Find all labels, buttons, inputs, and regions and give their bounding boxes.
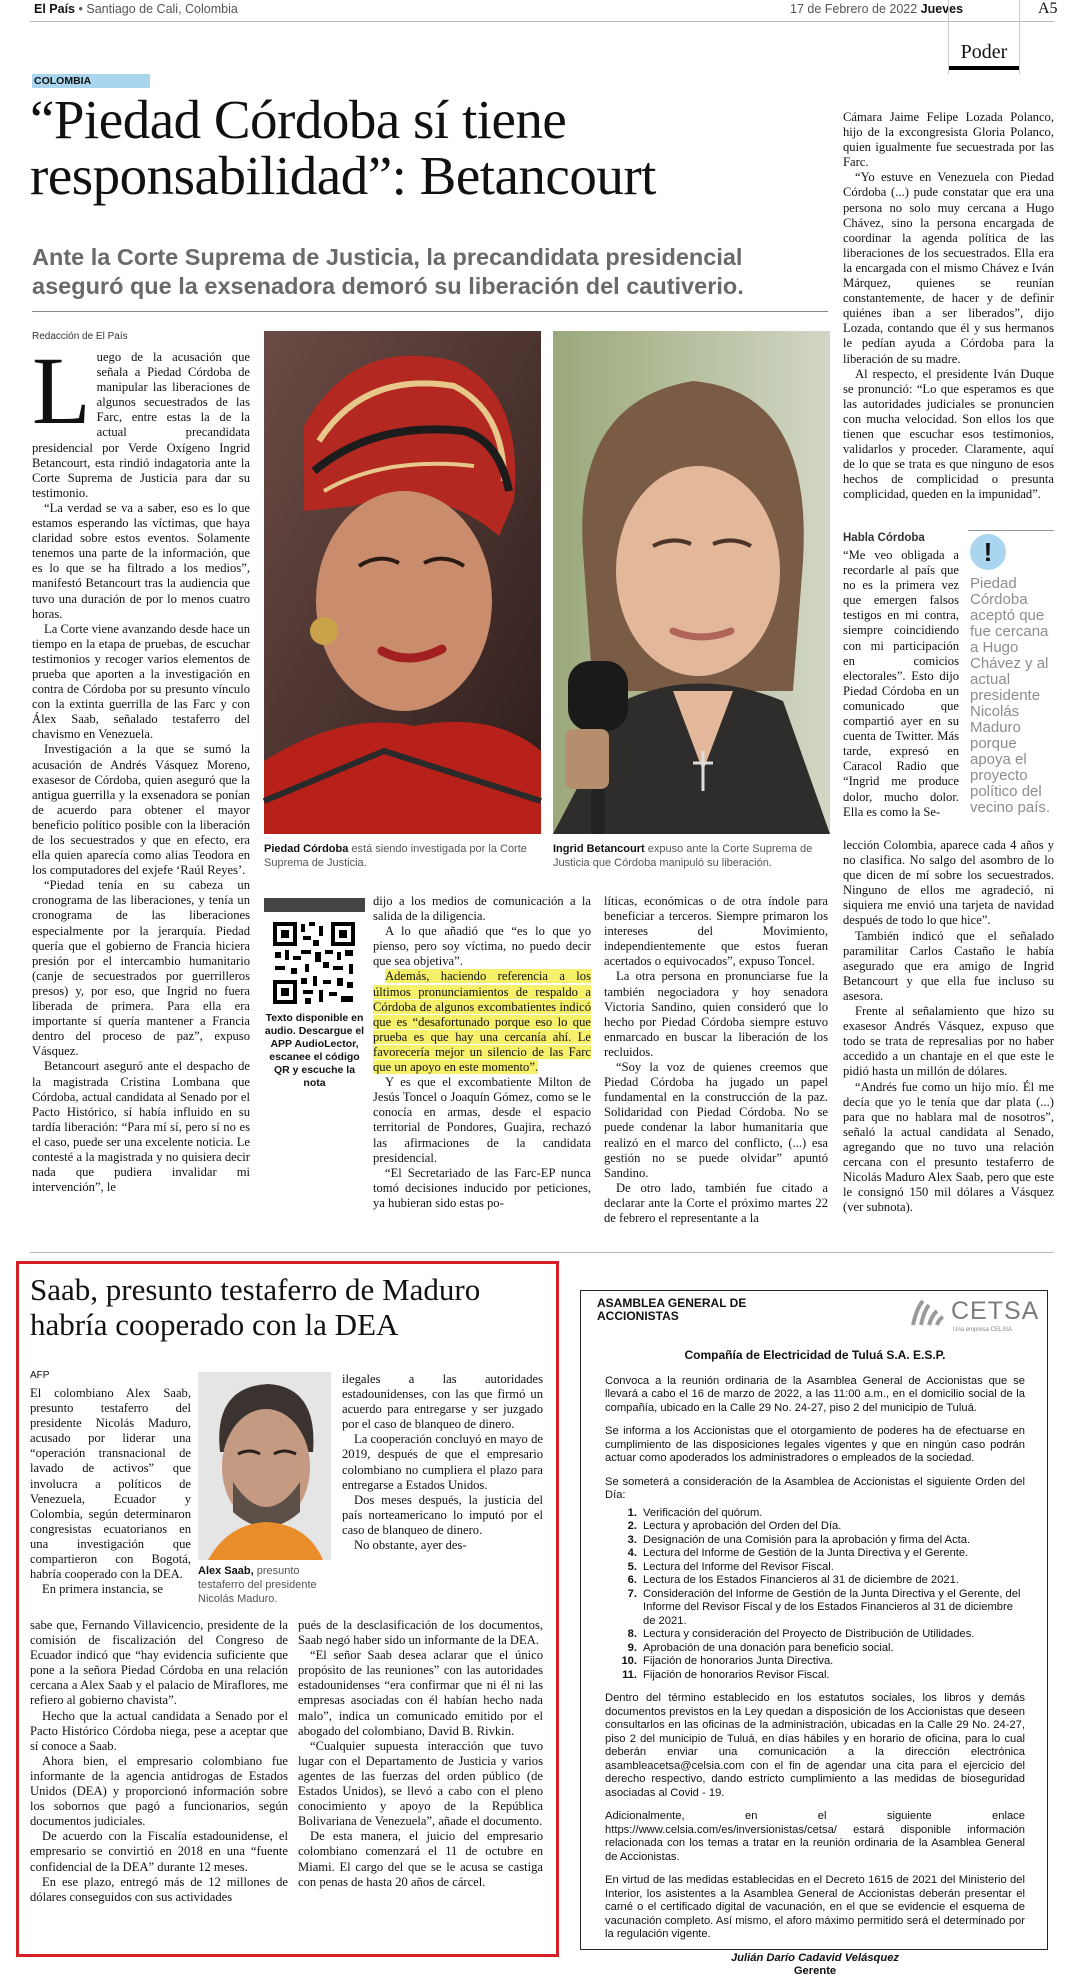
list-item: 7. Consideración del Informe de Gestión de la Junta Directiva y el Gerente, del Informe del Revisor Fiscal y de los Estados Financieros al 31 de diciembre de 2021.: [627, 1587, 1021, 1627]
ad-paragraph: En virtud de las medidas establecidas en el Decreto 1615 de 2021 del Ministerio del Interior, los asistentes a la Asamblea General de Accionistas deberán presentar el carné o el certificado digital de vacunación, en el que se evidencie el esquema de vacunación completo. Así mismo, el aforo máximo permitido será el determinado por la regulación vigente.: [605, 1874, 1025, 1940]
saab-column-1-narrow: [30, 1386, 191, 1597]
photo-ingrid-betancourt: [553, 331, 830, 834]
subheadline: Ante la Corte Suprema de Justicia, la precandidata presidencial aseguró que la exsenadora demoró su liberación del cautiverio.: [32, 244, 744, 299]
list-item: 3. Designación de una Comisión para la aprobación y firma del Acta.: [627, 1533, 971, 1546]
paper-name: El País: [34, 2, 75, 16]
paragraph: Y es que el excombatiente Milton de Jesús Toncel o Joaquín Gómez, como se le conocía en armas, desde el espacio territorial de Pondores, Guajira, rechazó las afirmaciones de la candidata presidencial.: [373, 1075, 591, 1165]
ad-paragraph: Se someterá a consideración de la Asamblea de Accionistas el siguiente Orden del Día:: [605, 1475, 1025, 1501]
header-weekday: Jueves: [920, 2, 964, 16]
signer-name: Julián Darío Cadavid Velásquez: [730, 1951, 900, 1964]
paragraph: “Yo estuve en Venezuela con Piedad Córdoba (...) pude constatar que era una persona no solo muy cercana a Hugo Chávez, sino la persona encargada de coordinar la agenda política de las liberaciones de los secuestrados. Ella era la encargada con el mismo Chávez e Iván Márquez, quienes se reunían constantemente, de hacer y de definir quiénes iban a ser liberados”, dijo Lozada, contando que él y sus hermanos le pedían ayuda a Córdoba para la liberación de su madre.: [843, 170, 1054, 366]
paragraph: La otra persona en pronunciarse fue la también negociadora y hoy senadora Victoria Sandino, quien consideró que lo hecho por Piedad Córdoba siempre estuvo enmarcado en buscar la liberación de los recluidos.: [604, 969, 828, 1059]
list-item: 1. Verificación del quórum.: [627, 1506, 763, 1519]
paragraph: Frente al señalamiento que hizo su exasesor Andrés Vásquez, expuso que todo se trata de represalias por no haber accedido a un chantaje en el que este le pidió hasta un millón de dólares.: [843, 1004, 1054, 1079]
saab-byline: AFP: [30, 1370, 50, 1381]
paragraph: Betancourt aseguró ante el despacho de la magistrada Cristina Lombana que Córdoba, actual candidata al Senado por el Pacto Histórico, sí había influido en su tardía liberación: “Para mí sí, pero sí no es el caso, puede ser una excelente noticia. Le contesté a la magistrada y no quisiera decir nada que pudiera invalidar mi intervención”, le: [32, 1059, 250, 1195]
paragraph: A lo que añadió que “es lo que yo pienso, pero soy víctima, no puedo decir que sea objetiva”.: [373, 924, 591, 969]
info-icon: !: [970, 534, 1006, 570]
paragraph: dijo a los medios de comunicación a la salida de la diligencia.: [373, 894, 591, 924]
list-item: 10. Fijación de honorarios Junta Directiva.: [621, 1655, 834, 1667]
paragraph: pués de la desclasificación de los documentos, Saab negó haber sido un informante de la DEA.: [298, 1618, 543, 1648]
paragraph: De esta manera, el juicio del empresario colombiano comenzará el 11 de octubre en Miami. El cargo del que se le acusa se castiga con penas de hasta 20 años de cárcel.: [298, 1829, 543, 1889]
agenda-list: [605, 1507, 1025, 1683]
article-column-4-bottom: [843, 838, 1054, 1215]
photo-caption: [264, 842, 541, 870]
caption-text: expuso ante la Corte Suprema de Justicia que Córdoba manipuló su liberación.: [553, 843, 813, 869]
cetsa-logo: [911, 1295, 1040, 1333]
headline: “Piedad Córdoba sí tiene responsabilidad”: Betancourt: [30, 89, 656, 206]
caption-name: Ingrid Betancourt: [553, 843, 645, 855]
list-item: 6. Lectura de los Estados Financieros al 31 de diciembre de 2021.: [627, 1574, 959, 1586]
paragraph: En primera instancia, se: [42, 1582, 163, 1597]
paragraph: uego de la acusación que señala a Piedad Córdoba de manipular las liberaciones de algunos secuestrados de las Farc, entre estas la de la actual precandidata presidencial por Verde Oxígeno Ingrid Betancourt, esta rindió indagatoria ante la Corte Suprema de Justicia para dar su testimonio.: [32, 350, 250, 500]
article-column-4: [843, 110, 1054, 502]
paragraph: Investigación a la que se sumó la acusación de Andrés Vásquez Moreno, exasesor de Córdoba, quien aseguró que la antigua guerrilla y la exsenadora se ponían de acuerdo para obtener el mayor beneficio político posible con la liberación de los secuestrados y que en efecto, era ella quien aparecía como alias Teodora en los computadores del exjefe ‘Raúl Reyes’.: [32, 742, 250, 878]
paragraph: “Piedad tenía en su cabeza un cronograma de las liberaciones, y tenía un cronograma de las liberaciones especialmente por la jerarquía. Piedad quería que el gobierno de Francia hiciera presión por el intercambio humanitario (canje de secuestrados por guerrilleros presos) y, por eso, que Ingrid no fuera liberada de primera. Para ella era importante sí quería mantener a Francia dentro del proceso de paz”, expuso Vásquez.: [32, 878, 250, 1059]
header-city: Santiago de Cali, Colombia: [86, 2, 238, 16]
paragraph: “Andrés fue como un hijo mío. Él me decía que yo le tenía que dar plata (...) para que no hablara mal de nosotros”, señaló la actual candidata al Senado, agregando que no tuvo una relación cercana con el presunto testaferro de Nicolás Maduro Alex Saab, pero que este le consignó 150 mil dólares a Vásquez (ver subnota).: [843, 1079, 1054, 1215]
paragraph: ilegales a las autoridades estadounidenses, con las que firmó un acuerdo para entregarse y ser juzgado por el caso de blanqueo de dinero.: [342, 1372, 543, 1432]
photo-piedad-cordoba: [264, 331, 541, 834]
paragraph: La Corte viene avanzando desde hace un tiempo en la etapa de pruebas, de escuchar testimonios y recoger varios elementos de prueba que aporten a la investigación en contra de Córdoba por su presunto vínculo con la extinta guerrilla de las Farc y con Álex Saab, señalado testaferro del chavismo en Venezuela.: [32, 621, 250, 742]
ad-paragraph: Se informa a los Accionistas que el otorgamiento de poderes ha de efectuarse en cumplimiento de las disposiciones legales vigentes y que en ningún caso podrán actuar como apoderados los administradores o empleados de la sociedad.: [605, 1425, 1025, 1464]
caption-text: está siendo investigada por la Corte Suprema de Justicia.: [264, 843, 527, 869]
saab-column-1-wide: [30, 1618, 288, 1905]
article-column-3: [604, 894, 828, 1226]
logo-tagline: Una empresa CELSIA: [953, 1327, 1013, 1333]
article-column-4-narrow: [843, 548, 959, 820]
section-tab-label: Poder: [949, 41, 1019, 70]
section-tag: COLOMBIA: [32, 74, 150, 88]
photo-caption: [198, 1564, 332, 1606]
list-item: 5. Lectura del Informe del Revisor Fiscal.: [627, 1560, 834, 1573]
paragraph: sabe que, Fernando Villavicencio, presidente de la comisión de fiscalización del Congreso de Ecuador indicó que “hay evidencia suficiente que pone a la señora Piedad Córdoba en una relación cercana a Alex Saab y el palacio de Miraflores, me refiero al gobierno chavista”.: [30, 1618, 288, 1708]
divider: [32, 311, 828, 312]
paragraph: “Soy la voz de quienes creemos que Piedad Córdoba ha jugado un papel fundamental en la construcción de la paz. Solidaridad con Piedad Córdoba. No se puede condenar la labor humanitaria que realizó en el marco del conflicto, (...) esa gestión no se puede olvidar” apuntó Sandino.: [604, 1060, 828, 1180]
paragraph: La cooperación concluyó en mayo de 2019, después de que el empresario colombiano no cumpliera el plazo para entregarse a Estados Unidos.: [342, 1432, 543, 1492]
paragraph: “Cualquier supuesta interacción que tuvo lugar con el Departamento de Justicia y varios agentes de las fuerzas del orden público (de Estados Unidos), se llevó a cabo con el pleno conocimiento y apoyo de la República Bolivariana de Venezuela”, añade el documento.: [298, 1738, 543, 1829]
article-column-1: [32, 337, 250, 1195]
qr-code[interactable]: [271, 920, 357, 1006]
company-name: Compañía de Electricidad de Tuluá S.A. E.S.P.: [684, 1348, 946, 1362]
paragraph: “El señor Saab desea aclarar que el único propósito de las reuniones” con las autoridades estadounidenses “era confirmar que ni él ni las empresas asociadas con él habían hecho nada malo”, indica un comunicado emitido por el abogado del colombiano, David B. Rivkin.: [298, 1648, 543, 1738]
caption-name: Piedad Córdoba: [264, 843, 349, 855]
section-subhead: Habla Córdoba: [843, 532, 925, 544]
divider: [968, 530, 1054, 531]
photo-saab-image: [198, 1372, 331, 1560]
paragraph: Ahora bien, el empresario colombiano fue informante de la agencia antidrogas de Estados Unidos (DEA) y proporcionó información sobre los sobornos que pagó a funcionarios, según documentos judiciales.: [30, 1753, 288, 1829]
list-item: 4. Lectura del Informe de Gestión de la Junta Directiva y el Gerente.: [627, 1547, 969, 1559]
article-column-2: [373, 894, 591, 1211]
photo-caption: [553, 842, 830, 870]
paragraph: líticas, económicas o de otra índole para beneficiar a terceros. Siempre primaron los intereses del Movimiento, independientemente que estos fueran acertados o equivocados”, expuso Toncel.: [604, 894, 828, 969]
paragraph: “El Secretariado de las Farc-EP nunca tomó decisiones inducido por peticiones, ya hubieran sido estas po-: [373, 1165, 591, 1210]
qr-header-bar: [264, 898, 365, 912]
list-item: 8. Lectura y consideración del Proyecto de Distribución de Utilidades.: [627, 1628, 975, 1640]
section-tab: [948, 0, 1020, 74]
saab-column-2-narrow: [342, 1372, 543, 1553]
list-item: 2. Lectura y aprobación del Orden del Día.: [627, 1520, 842, 1532]
photo-alex-saab: [198, 1372, 331, 1560]
photo-ingrid-image: [553, 331, 830, 834]
paragraph: Dos meses después, la justicia del país norteamericano lo imputó por el caso de blanqueo de dinero.: [342, 1492, 543, 1537]
paragraph: Cámara Jaime Felipe Lozada Polanco, hijo de la excongresista Gloria Polanco, quien igualmente fue secuestrada por las Farc.: [843, 110, 1054, 170]
paragraph: “Me veo obligada a recordarle al país que no es la primera vez que emergen falsos testigos en mi contra, siempre coincidiendo con mi participación en comicios electorales”. Esto dijo Piedad Córdoba en un comunicado que compartió ayer en su cuenta de Twitter. Más tarde, expresó en Caracol Radio que “Ingrid me produce dolor, mucho dolor. Ella es como la Se-: [843, 548, 959, 819]
qr-instructions: Texto disponible en audio. Descargue el APP AudioLector, escanee el código QR y escuche la nota: [264, 1012, 365, 1089]
paragraph: Hecho que la actual candidata a Senado por el Pacto Histórico Córdoba niega, pese a aceptar que sí conoce a Saab.: [30, 1708, 288, 1753]
paragraph: Al respecto, el presidente Iván Duque se pronunció: “Lo que esperamos es que las autoridades judiciales se pronuncien con mucha velocidad. Son ellos los que tienen que escuchar esos testimonios, validarlos y proceder. Claramente, aquí de lo que se trata es que ninguno de esos hechos de complicidad o presunta complicidad, queden en la impunidad”.: [843, 366, 1054, 502]
ad-paragraph: Convoca a la reunión ordinaria de la Asamblea General de Accionistas que se llevará a cabo el 16 de marzo de 2022, a las 11:00 a.m., en el domicilio social de la compañía, ubicado en la Calle 29 No. 24-27, piso 2 del municipio de Tuluá.: [605, 1374, 1025, 1414]
paragraph: El colombiano Alex Saab, presunto testaferro del presidente Nicolás Maduro, acusado por liderar una “operación transnacional de lavado de activos” que involucra a políticos de Venezuela, Ecuador y Colombia, según determinaron congresistas ecuatorianos en una investigación que compartieron con Bogotá, habría cooperado con la DEA.: [30, 1386, 191, 1582]
ad-paragraph: Adicionalmente, en el siguiente enlace https://www.celsia.com/es/inversionistas/cetsa/ estará disponible información relacionada con los temas a tratar en la reunión ordinaria de la Asamblea General de Accionistas.: [605, 1810, 1025, 1863]
caption-name: Alex Saab,: [198, 1565, 254, 1577]
saab-headline: Saab, presunto testaferro de Maduro habría cooperado con la DEA: [30, 1272, 481, 1342]
cetsa-logo-icon: [911, 1299, 945, 1327]
paragraph: lección Colombia, aparece cada 4 años y no clasifica. No salgo del asombro de lo que dicen de mí sobre los secuestrados. Ninguno de ellos me agradeció, ni siquiera me envió una tarjeta de navidad después de todo lo que hice”.: [843, 838, 1054, 928]
shareholders-notice-ad: [580, 1290, 1048, 1977]
page-header: [30, 0, 1058, 22]
paragraph: De acuerdo con la Fiscalía estadounidense, el empresario se convirtió en 2018 en una “fuente confidencial de la DEA” durante 12 meses.: [30, 1829, 288, 1874]
paragraph: De otro lado, también fue citado a declarar ante la Corte el próximo martes 22 de febrero el representante a la: [604, 1180, 828, 1225]
ad-paragraph: Dentro del término establecido en los estatutos sociales, los libros y demás documentos previstos en la Ley quedan a disposición de los Accionistas que deseen consultarlos en las oficinas de la administración, ubicadas en la Calle 29 No. 24-27, piso 2 del municipio de Tuluá, en días hábiles y en horario de oficina, para lo cual deberán enviar una comunicación a la dirección electrónica asambleacetsa@celsia.com con el fin de agendar una cita para el ejercicio del derecho respectivo, dando estricto cumplimiento a las medidas de bioseguridad asociadas al Covid - 19.: [605, 1692, 1025, 1799]
paragraph: También indicó que el señalado paramilitar Carlos Castaño le había asegurado que era amigo de Ingrid Betancourt y que ella fue incluso su asesora.: [843, 928, 1054, 1003]
signer-title: Gerente: [793, 1965, 837, 1977]
header-bullet: •: [78, 2, 83, 16]
divider: [30, 1252, 1054, 1253]
drop-cap: L: [32, 337, 91, 444]
ad-title: ASAMBLEA GENERAL DE ACCIONISTAS: [597, 1296, 747, 1323]
caption-text: presunto testaferro del presidente Nicolás Maduro.: [198, 1565, 317, 1605]
logo-name: CETSA: [951, 1297, 1040, 1325]
page-number: A5: [1038, 0, 1058, 17]
highlighted-paragraph: [373, 969, 591, 1075]
pull-quote: Piedad Córdoba aceptó que fue cercana a Hugo Chávez y al actual presidente Nicolás Maduro porque apoya el proyecto político del vecino país.: [970, 575, 1051, 816]
list-item: 11. Fijación de honorarios Revisor Fiscal.: [622, 1668, 830, 1681]
paragraph: “La verdad se va a saber, eso es lo que estamos esperando las víctimas, que haya claridad sobre estos eventos. Solamente tenemos una parte de la información, que es lo que se ha filtrado a los medios”, manifestó Betancourt tras la audiencia que tuvo una duración de por lo menos cuatro horas.: [32, 500, 250, 621]
list-item: 9. Aprobación de una donación para beneficio social.: [627, 1641, 894, 1654]
qr-code-icon: [271, 920, 357, 1006]
byline: Redacción de El País: [32, 331, 128, 342]
saab-column-2-wide: [298, 1618, 543, 1890]
highlight: Además, haciendo referencia a los últimos pronunciamientos de respaldo a Córdoba de algunos excombatientes indicó que es “desafortunado porque eso lo que prueba es que hay una cercanía ahí. Le favorecería mejor un silencio de las Farc que un apoyo en este momento”.: [373, 969, 591, 1075]
paragraph: No obstante, ayer des-: [354, 1538, 467, 1553]
paragraph: En ese plazo, entregó más de 12 millones de dólares conseguidos con sus actividades: [30, 1874, 288, 1904]
photo-piedad-image: [264, 331, 541, 834]
header-date: 17 de Febrero de 2022: [790, 2, 918, 16]
